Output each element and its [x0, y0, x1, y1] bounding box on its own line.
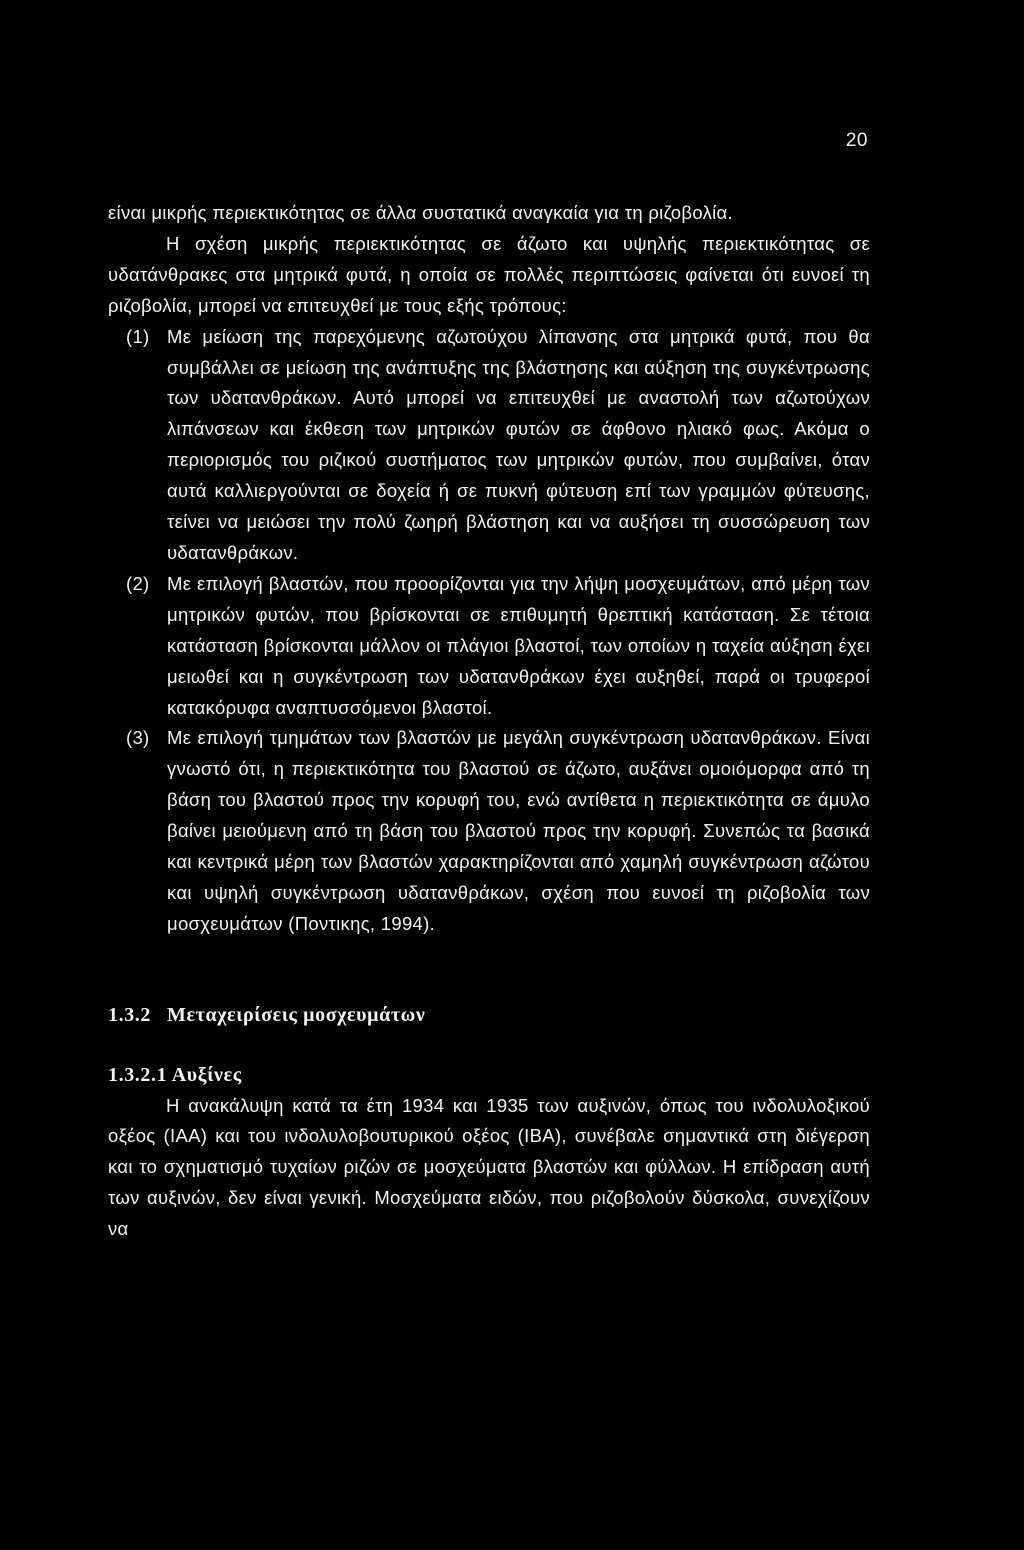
subsection-title: Αυξίνες	[171, 1063, 242, 1086]
list-item-number: (3)	[126, 727, 150, 749]
page-number: 20	[845, 130, 868, 151]
list-item	[108, 322, 870, 569]
list-item-number: (1)	[126, 325, 150, 347]
subsection-number: 1.3.2.1	[108, 1063, 168, 1086]
list-item-text: Με μείωση της παρεχόμενης αζωτούχου λίπανσης στα μητρικά φυτά, που θα συμβάλλει σε μείωση της ανάπτυξης της βλάστησης και αύξηση της συγκέντρωσης των υδατανθράκων. Αυτό μπορεί να επιτευχθεί με αναστολή των αζωτούχων λιπάνσεων και έκθεση των μητρικών φυτών σε άφθονο ηλιακό φως. Ακόμα ο περιορισμός του ριζικού συστήματος των μητρικών φυτών, που συμβαίνει, όταν αυτά καλλιεργούνται σε δοχεία ή σε πυκνή φύτευση επί των γραμμών φύτευσης, τείνει να μειώσει την πολύ ζωηρή βλάστηση και να αυξήσει τη συσσώρευση των υδατανθράκων.	[167, 325, 870, 563]
list-item	[108, 569, 870, 724]
continuation-paragraph: είναι μικρής περιεκτικότητας σε άλλα συστατικά αναγκαία για τη ριζοβολία.	[108, 202, 733, 223]
section-title: Μεταχειρίσεις μοσχευμάτων	[167, 1003, 426, 1026]
page-body	[108, 198, 870, 1245]
list-item-text: Με επιλογή τμημάτων των βλαστών με μεγάλη συγκέντρωση υδατανθράκων. Είναι γνωστό ότι, η περιεκτικότητα του βλαστού σε άζωτο, αυξάνει ομοιόμορφα από τη βάση του βλαστού προς την κορυφή του, ενώ αντίθετα η περιεκτικότητα σε άμυλο βαίνει μειούμενη από τη βάση του βλαστού προς την κορυφή. Συνεπώς τα βασικά και κεντρικά μέρη των βλαστών χαρακτηρίζονται από χαμηλή συγκέντρωση αζώτου και υψηλή συγκέντρωση υδατανθράκων, σχέση που ευνοεί τη ριζοβολία των μοσχευμάτων (Ποντικης, 1994).	[167, 727, 870, 934]
section-number: 1.3.2	[108, 1003, 151, 1026]
list-item	[108, 723, 870, 939]
list-item-text: Με επιλογή βλαστών, που προορίζονται για την λήψη μοσχευμάτων, από μέρη των μητρικών φυτών, που βρίσκονται σε επιθυμητή θρεπτική κατάσταση. Σε τέτοια κατάσταση βρίσκονται μάλλον οι πλάγιοι βλαστοί, των οποίων η ταχεία αύξηση έχει μειωθεί και η συγκέντρωση των υδατανθράκων έχει αυξηθεί, παρά οι τρυφεροί κατακόρυφα αναπτυσσόμενοι βλαστοί.	[167, 572, 870, 718]
section-heading	[108, 1000, 870, 1031]
list-item-number: (2)	[126, 572, 150, 594]
subsection-paragraph: Η ανακάλυψη κατά τα έτη 1934 και 1935 των αυξινών, όπως του ινδολυλοξικού οξέος (IAA) και του ινδολυλοβουτυρικού οξέος (IBA), συνέβαλε σημαντικά στη διέγερση και το σχηματισμό τυχαίων ριζών σε μοσχεύματα βλαστών και φύλλων. Η επίδραση αυτή των αυξινών, δεν είναι γενική. Μοσχεύματα ειδών, που ριζοβολούν δύσκολα, συνεχίζουν να	[108, 1094, 870, 1240]
intro-paragraph: Η σχέση μικρής περιεκτικότητας σε άζωτο και υψηλής περιεκτικότητας σε υδατάνθρακες στα μητρικά φυτά, η οποία σε πολλές περιπτώσεις φαίνεται ότι ευνοεί τη ριζοβολία, μπορεί να επιτευχθεί με τους εξής τρόπους:	[108, 232, 870, 316]
subsection-heading	[108, 1060, 870, 1091]
